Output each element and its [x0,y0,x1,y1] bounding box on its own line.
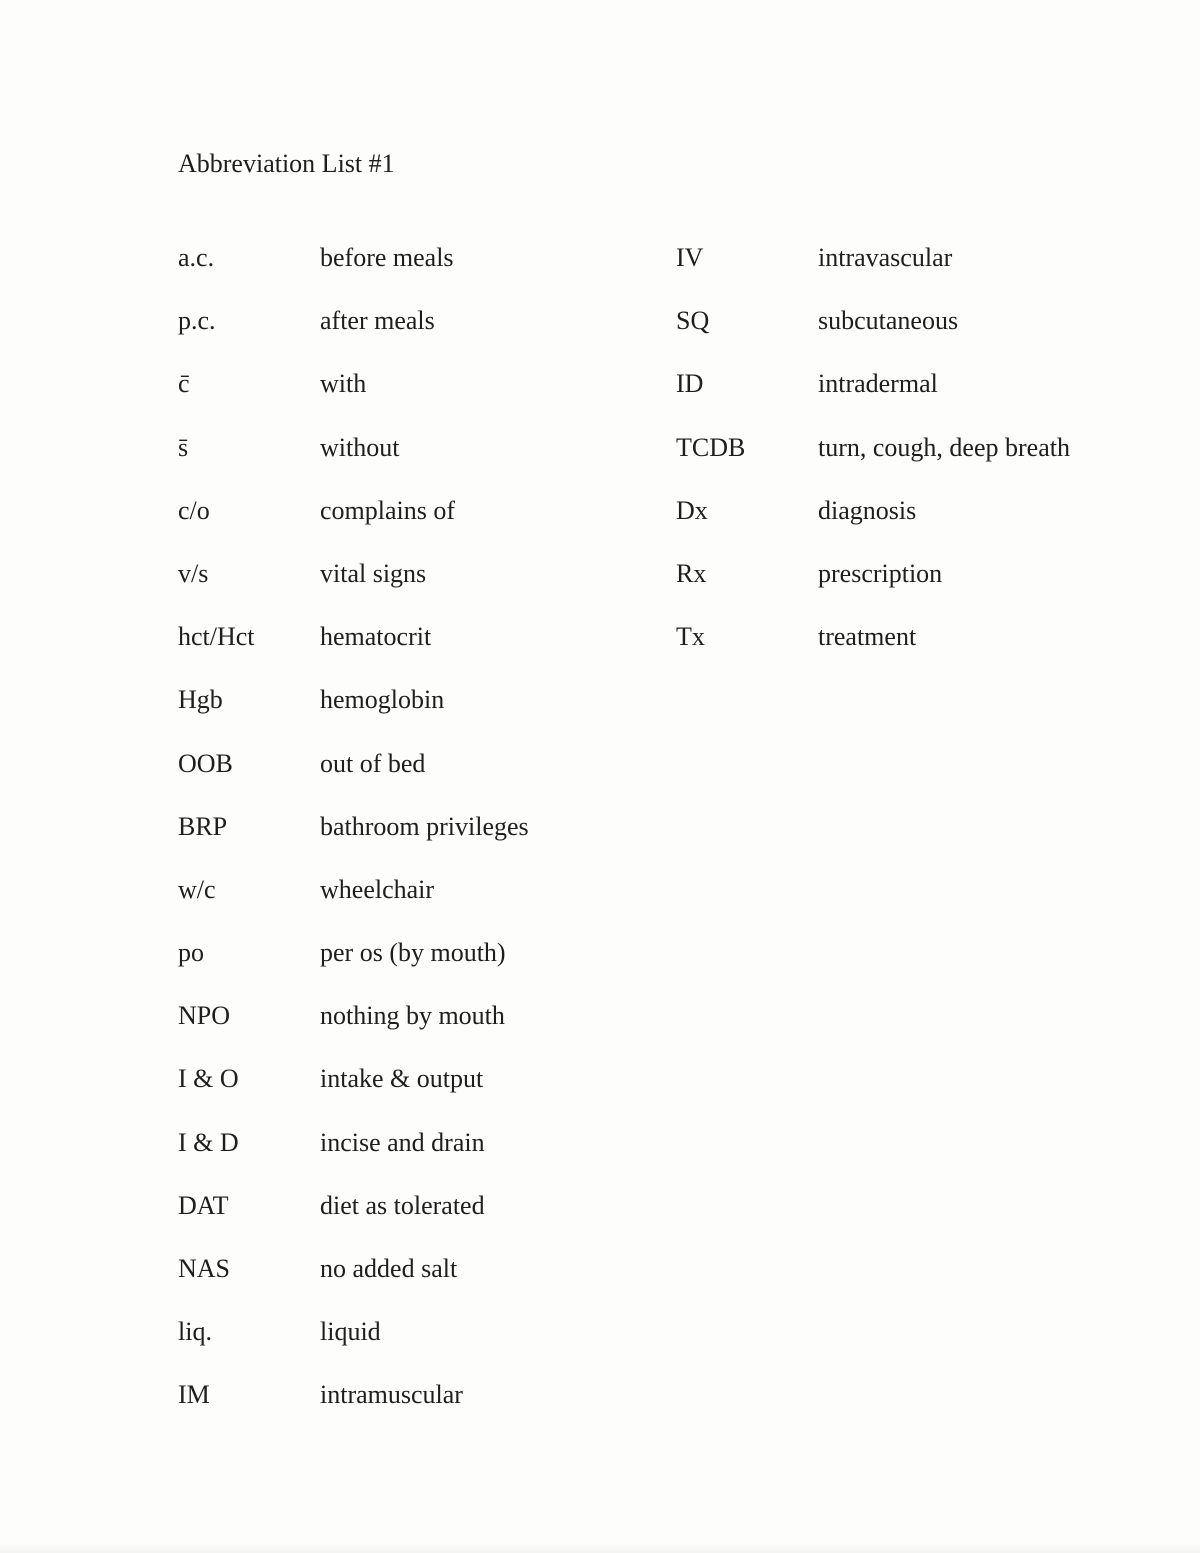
abbreviation-meaning: bathroom privileges [320,811,529,841]
abbreviation-meaning: intravascular [818,243,953,272]
abbreviation-meaning: wheelchair [320,874,435,904]
abbreviation-meaning: complains of [320,495,456,525]
abbreviation: NPO [178,1001,231,1031]
abbreviation: c̄ [178,369,190,399]
abbreviation: SQ [676,306,710,336]
abbreviation: ID [676,369,704,399]
abbreviation: Tx [676,622,705,652]
abbreviation: TCDB [676,432,746,462]
abbreviation-meaning: turn, cough, deep breath [818,432,1070,462]
scan-edge-shading [0,1543,1200,1553]
abbreviation: BRP [178,811,228,841]
abbreviation: po [178,938,204,968]
abbreviation: I & O [178,1064,239,1094]
abbreviation-meaning: intradermal [818,369,938,399]
abbreviation-meaning: incise and drain [320,1127,485,1157]
abbreviation-meaning: nothing by mouth [320,1001,505,1031]
abbreviation-meaning: diet as tolerated [320,1190,485,1220]
abbreviation: p.c. [178,306,216,336]
abbreviation: c/o [178,495,210,525]
abbreviation: IV [676,243,704,272]
abbreviation-meaning: hemoglobin [320,685,445,715]
abbreviation-meaning: no added salt [320,1254,458,1283]
abbreviation: hct/Hct [178,622,255,652]
abbreviation: Rx [676,558,707,588]
abbreviation-meaning: after meals [320,306,435,336]
abbreviation-meaning: intake & output [320,1064,484,1094]
abbreviation: DAT [178,1190,229,1220]
abbreviation: Hgb [178,685,223,715]
abbreviation-meaning: without [320,432,400,462]
abbreviation: s̄ [178,432,189,462]
abbreviation: liq. [178,1317,212,1347]
abbreviation-meaning: before meals [320,243,454,272]
document-title: Abbreviation List #1 [178,149,395,178]
abbreviation: OOB [178,748,233,778]
abbreviation: a.c. [178,243,215,272]
abbreviation: I & D [178,1127,239,1157]
abbreviation-meaning: vital signs [320,558,427,588]
abbreviation: IM [178,1380,210,1410]
abbreviation-meaning: liquid [320,1317,381,1347]
abbreviation-meaning: prescription [818,558,943,588]
abbreviation: Dx [676,495,708,525]
abbreviation-meaning: hematocrit [320,622,432,652]
abbreviation-meaning: with [320,369,367,399]
abbreviation-meaning: treatment [818,622,917,652]
abbreviation: v/s [178,558,209,588]
abbreviation-meaning: intramuscular [320,1380,463,1410]
abbreviation-meaning: per os (by mouth) [320,938,506,968]
abbreviation: w/c [178,874,216,904]
abbreviation: NAS [178,1254,231,1283]
abbreviation-meaning: subcutaneous [818,306,959,336]
abbreviation-meaning: diagnosis [818,495,917,525]
abbreviation-meaning: out of bed [320,748,426,778]
